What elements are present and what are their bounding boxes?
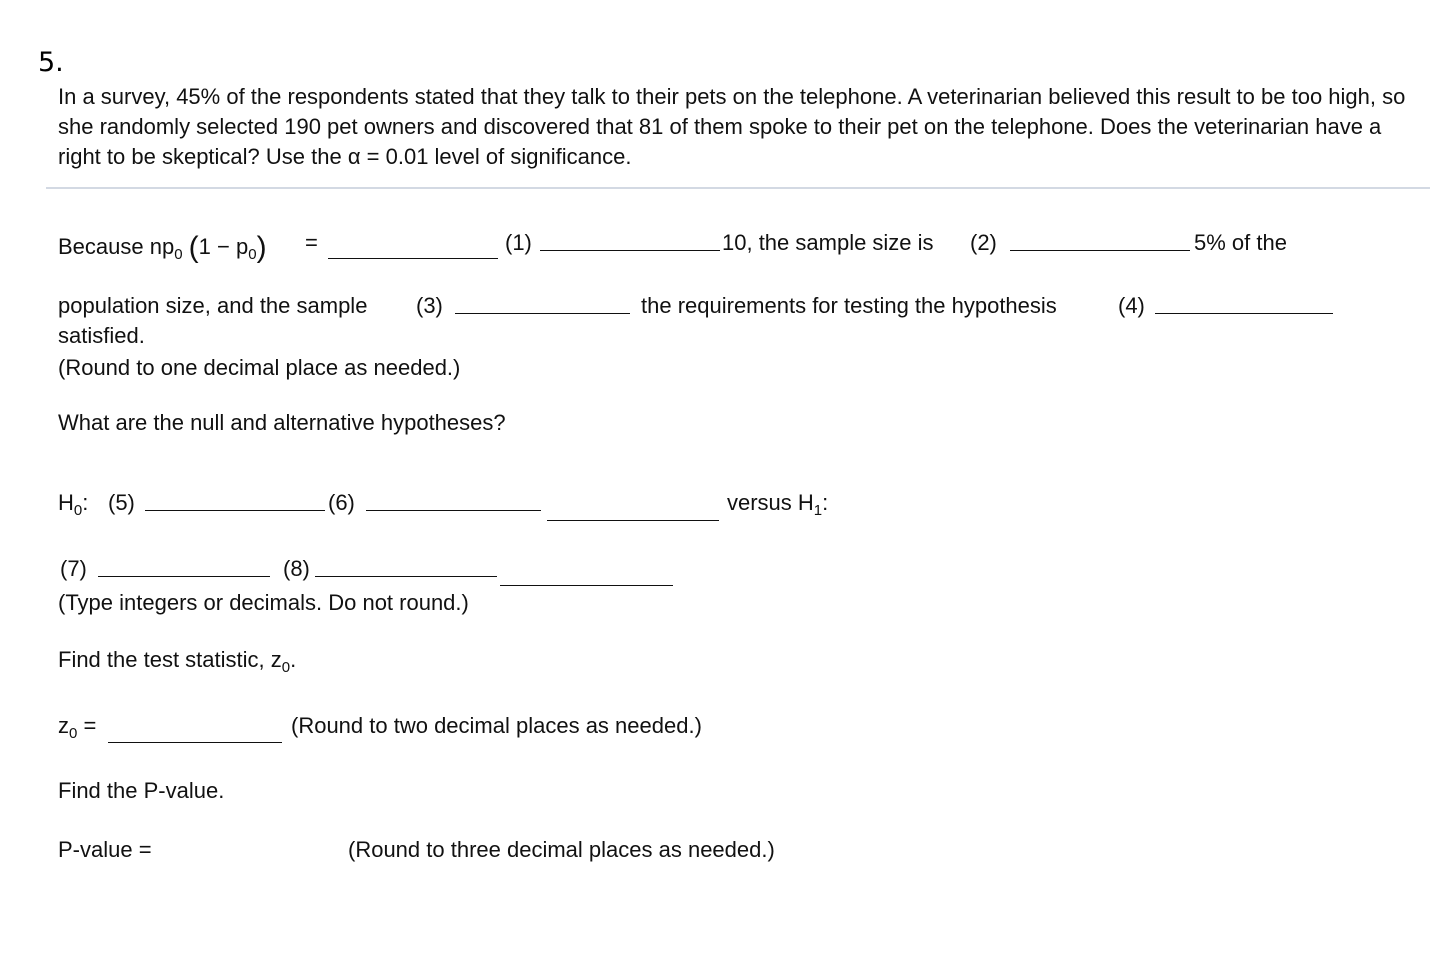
h1-value-input[interactable] xyxy=(500,585,673,586)
ten-sample-text: 10, the sample size is xyxy=(722,230,934,255)
blank-label-3: (3) xyxy=(416,293,443,318)
hypotheses-question: What are the null and alternative hypotheses? xyxy=(58,410,506,435)
p-value-round-note: (Round to three decimal places as needed.) xyxy=(348,837,775,862)
p-value-input[interactable] xyxy=(170,832,340,866)
question-number: 5. xyxy=(38,47,64,78)
blank-label-5: (5) xyxy=(108,490,135,515)
hypotheses-note: (Type integers or decimals. Do not round.) xyxy=(58,590,469,615)
test-statistic-prompt: Find the test statistic, $z_0$. xyxy=(58,647,297,676)
dropdown-4[interactable] xyxy=(1155,313,1333,314)
versus-h1-label: versus $H_1$: xyxy=(727,490,829,519)
dropdown-3[interactable] xyxy=(455,313,630,314)
p-value-prompt: Find the P-value. xyxy=(58,778,225,803)
divider xyxy=(46,187,1430,189)
blank-label-4: (4) xyxy=(1118,293,1145,318)
requirements-text: the requirements for testing the hypothesis xyxy=(641,293,1057,318)
dropdown-8[interactable] xyxy=(315,576,497,577)
one-minus-p-text: 1 − p xyxy=(198,234,249,259)
z-round-note: (Round to two decimal places as needed.) xyxy=(291,713,702,738)
satisfied-text: satisfied. xyxy=(58,323,145,348)
blank-label-1: (1) xyxy=(505,230,532,255)
blank-label-7: (7) xyxy=(60,556,87,581)
z-label: $z_0$ = xyxy=(58,713,97,742)
equals-sign: = xyxy=(305,230,318,255)
requirements-line-1: Because $np_0$ $(1 - p_0)$ xyxy=(58,231,267,264)
dropdown-7[interactable] xyxy=(98,576,270,577)
dropdown-1[interactable] xyxy=(540,250,720,251)
z-value-input[interactable] xyxy=(108,742,282,743)
five-percent-text: 5% of the xyxy=(1194,230,1287,255)
np-value-input[interactable] xyxy=(328,258,498,259)
blank-label-6: (6) xyxy=(328,490,355,515)
h0-value-input[interactable] xyxy=(547,520,719,521)
because-text: Because np xyxy=(58,234,175,259)
dropdown-5[interactable] xyxy=(145,510,325,511)
problem-text: In a survey, 45% of the respondents stated that they talk to their pets on the telephone. A veterinarian believed this result to be too high, so she randomly selected 190 pet owners and discovered that 81 of them spoke to their pet on the telephone. Does the veterinarian have a right to be skeptical? Use the α = 0.01 level of significance. xyxy=(58,84,1406,169)
round-note-1: (Round to one decimal place as needed.) xyxy=(58,355,461,380)
dropdown-6[interactable] xyxy=(366,510,541,511)
blank-label-2: (2) xyxy=(970,230,997,255)
h0-label: $H_0$: xyxy=(58,490,89,519)
population-text: population size, and the sample xyxy=(58,293,368,318)
dropdown-2[interactable] xyxy=(1010,250,1190,251)
p-value-label: P-value = xyxy=(58,837,152,862)
blank-label-8: (8) xyxy=(283,556,310,581)
